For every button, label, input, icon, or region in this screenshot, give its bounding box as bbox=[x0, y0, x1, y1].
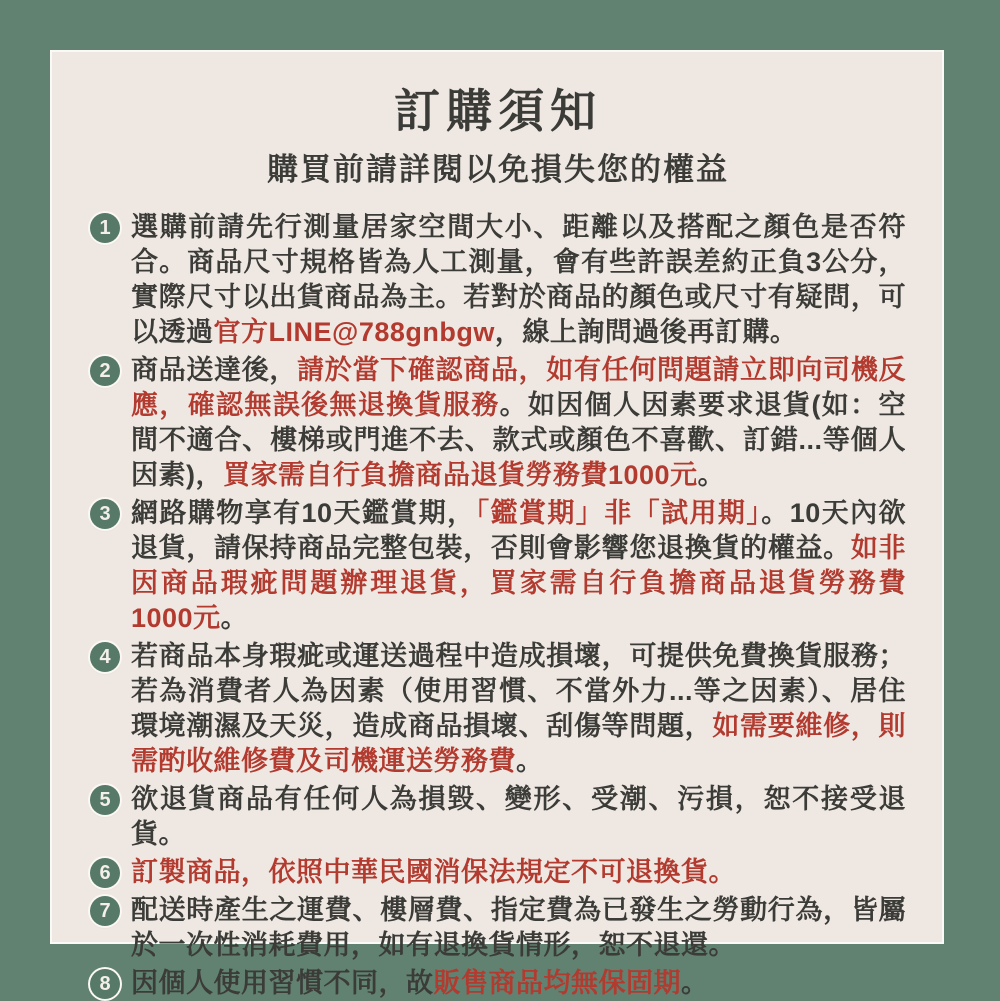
notice-text-segment: 如非因商品瑕疵問題辦理退貨，買家需自行負擔商品退貨勞務費1000元 bbox=[131, 533, 907, 633]
notice-text-segment: 。如因個人因素要求退貨(如：空間不適合、樓梯或門進不去、款式或顏色不喜歡、訂錯...等個人因素)， bbox=[131, 390, 906, 490]
notice-text-segment: 網路購物享有10天鑑賞期， bbox=[131, 498, 476, 528]
notice-text-segment: 欲退貨商品有任何人為損毀、變形、受潮、污損，恕不接受退貨。 bbox=[131, 784, 906, 849]
notice-number-badge: 8 bbox=[90, 969, 120, 999]
notice-item bbox=[90, 210, 906, 350]
notice-text-segment: 商品送達後， bbox=[131, 355, 298, 385]
notice-text bbox=[131, 639, 906, 779]
notice-text bbox=[131, 893, 906, 963]
notice-text-segment: 。 bbox=[697, 460, 726, 490]
notice-text-segment: 若商品本身瑕疵或運送過程中造成損壞，可提供免費換貨服務；若為消費者人為因素（使用習慣、不當外力...等之因素）、居住環境潮濕及天災，造成商品損壞、刮傷等問題， bbox=[131, 641, 906, 741]
notice-text bbox=[131, 353, 906, 493]
notice-item bbox=[90, 855, 906, 890]
notice-item bbox=[90, 966, 906, 1001]
notice-item bbox=[90, 893, 906, 963]
notice-text bbox=[131, 855, 906, 890]
notice-number-badge: 1 bbox=[90, 213, 120, 243]
notice-number-badge: 3 bbox=[90, 499, 120, 529]
notice-text-segment: 買家需自行負擔商品退貨勞務費1000元 bbox=[223, 460, 698, 490]
notice-text-segment: 如需要維修，則需酌收維修費及司機運送勞務費 bbox=[131, 711, 907, 776]
notice-number-badge: 7 bbox=[90, 896, 120, 926]
notice-card bbox=[50, 50, 944, 998]
page-title: 訂購須知 bbox=[394, 85, 602, 137]
notice-number-badge: 5 bbox=[90, 785, 120, 815]
notice-text-segment: 請於當下確認商品，如有任何問題請立即向司機反應，確認無誤後無退換貨服務 bbox=[131, 355, 907, 420]
notice-text-segment: 訂製商品，依照中華民國消保法規定不可退換貨。 bbox=[131, 857, 736, 887]
notice-text-segment: ，線上詢問過後再訂購。 bbox=[494, 317, 798, 347]
notice-item bbox=[90, 639, 906, 779]
notice-text-segment: 配送時產生之運費、樓層費、指定費為已發生之勞動行為，皆屬於一次性消耗費用，如有退換貨情形，恕不退還。 bbox=[131, 895, 906, 960]
notice-item bbox=[90, 782, 906, 852]
notice-text-segment: 因個人使用習慣不同，故 bbox=[131, 968, 434, 998]
notice-number-badge: 4 bbox=[90, 642, 120, 672]
notice-text-segment: 。 bbox=[681, 968, 709, 998]
notice-number-badge: 2 bbox=[90, 356, 120, 386]
notice-list bbox=[90, 210, 906, 1001]
notice-text bbox=[131, 496, 906, 636]
notice-text-segment: 選購前請先行測量居家空間大小、距離以及搭配之顏色是否符合。商品尺寸規格皆為人工測量，會有些許誤差約正負3公分，實際尺寸以出貨商品為主。若對於商品的顏色或尺寸有疑問，可以透過 bbox=[131, 212, 906, 347]
notice-number-badge: 6 bbox=[90, 858, 120, 888]
notice-text-segment: 「鑑賞期」非「試用期」 bbox=[475, 498, 762, 528]
notice-item bbox=[90, 353, 906, 493]
notice-text-segment: 。10天內欲退貨，請保持商品完整包裝，否則會影響您退換貨的權益。 bbox=[131, 498, 906, 563]
notice-text-segment: 。 bbox=[220, 603, 249, 633]
page-subtitle: 購買前請詳閱以免損失您的權益 bbox=[267, 152, 729, 187]
notice-text bbox=[131, 966, 906, 1001]
notice-text bbox=[131, 210, 906, 350]
notice-text bbox=[131, 782, 906, 852]
notice-text-segment: 。 bbox=[516, 746, 544, 776]
notice-text-segment: 販售商品均無保固期 bbox=[433, 968, 681, 998]
notice-text-segment: 官方LINE@788gnbgw bbox=[213, 317, 495, 347]
notice-item bbox=[90, 496, 906, 636]
